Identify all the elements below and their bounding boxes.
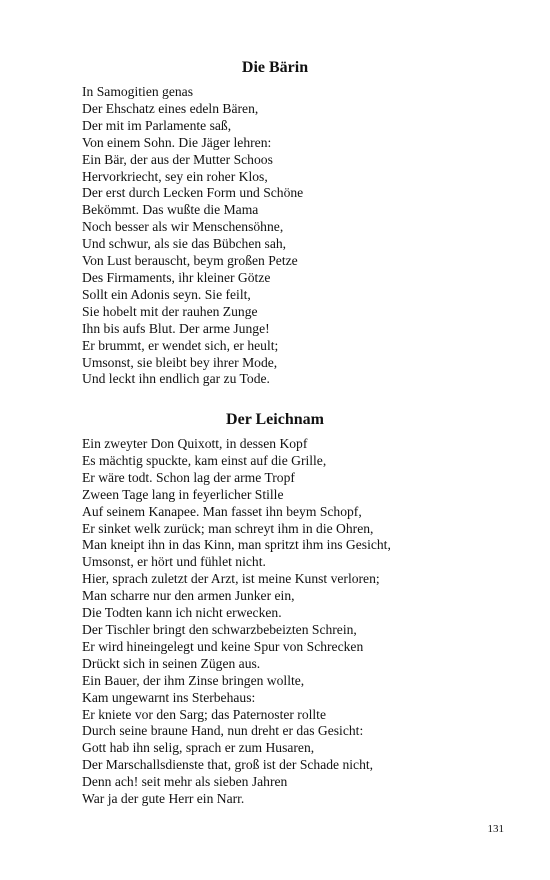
poem-line: Ein Bauer, der ihm Zinse bringen wollte, <box>82 672 305 688</box>
poem-line: Drückt sich in seinen Zügen aus. <box>82 655 261 671</box>
poem-title: Die Bärin <box>241 59 309 76</box>
poem-line: Die Todten kann ich nicht erwecken. <box>82 605 282 621</box>
poem-line: Der Marschallsdienste that, groß ist der Schade nicht, <box>82 757 374 773</box>
poem-line: Es mächtig spuckte, kam einst auf die Grille, <box>82 452 327 468</box>
poem-line: Kam ungewarnt ins Sterbehaus: <box>82 689 256 705</box>
poem-line: Ein Bär, der aus der Mutter Schoos <box>82 151 273 167</box>
poem-line: Und schwur, als sie das Bübchen sah, <box>82 236 287 252</box>
poem-line: Gott hab ihn selig, sprach er zum Husaren, <box>82 740 315 756</box>
poem-line: Von einem Sohn. Die Jäger lehren: <box>82 134 272 150</box>
poem-body <box>82 84 522 388</box>
poem-line: Sie hobelt mit der rauhen Zunge <box>82 303 258 319</box>
poem-line: Bekömmt. Das wußte die Mama <box>82 202 259 218</box>
poem-line: Auf seinem Kanapee. Man fasset ihn beym Schopf, <box>82 503 362 519</box>
poem-line: Zween Tage lang in feyerlicher Stille <box>82 486 284 502</box>
poem-line: War ja der gute Herr ein Narr. <box>82 791 245 807</box>
poem-line: Er kniete vor den Sarg; das Paternoster rollte <box>82 706 326 722</box>
poem-line: Umsonst, sie bleibt bey ihrer Mode, <box>82 354 278 370</box>
poem-line: Der Ehschatz eines edeln Bären, <box>82 100 259 116</box>
poem-line: Der mit im Parlamente saß, <box>82 117 232 133</box>
poem-line: Des Firmaments, ihr kleiner Götze <box>82 269 271 285</box>
page-number: 131 <box>487 823 504 835</box>
poem-line: Von Lust berauscht, beym großen Petze <box>82 253 298 269</box>
poem-line: Umsonst, er hört und fühlet nicht. <box>82 554 266 570</box>
poem-line: Er wäre todt. Schon lag der arme Tropf <box>82 469 295 485</box>
poem-line: Man scharre nur den armen Junker ein, <box>82 588 295 604</box>
poem-line: Hervorkriecht, sey ein roher Klos, <box>82 168 268 184</box>
poem-body <box>82 436 522 808</box>
poem-line: Man kneipt ihn in das Kinn, man spritzt ihm ins Gesicht, <box>82 537 391 553</box>
poem-line: Der erst durch Lecken Form und Schöne <box>82 185 304 201</box>
poem-line: Ihn bis aufs Blut. Der arme Junge! <box>82 320 270 336</box>
poem-line: Er brummt, er wendet sich, er heult; <box>82 337 279 353</box>
poem-line: In Samogitien genas <box>82 84 193 99</box>
poem-line: Ein zweyter Don Quixott, in dessen Kopf <box>82 436 308 451</box>
poem-line: Hier, sprach zuletzt der Arzt, ist meine Kunst verloren; <box>82 571 380 587</box>
poem-line: Sollt ein Adonis seyn. Sie feilt, <box>82 286 251 302</box>
poem-line: Noch besser als wir Menschensöhne, <box>82 219 284 235</box>
poem-title: Der Leichnam <box>226 411 324 428</box>
poem-line: Denn ach! seit mehr als sieben Jahren <box>82 774 288 790</box>
poem-line: Er sinket welk zurück; man schreyt ihm in die Ohren, <box>82 520 374 536</box>
poem-line: Und leckt ihn endlich gar zu Tode. <box>82 371 270 387</box>
poem-line: Durch seine braune Hand, nun dreht er das Gesicht: <box>82 723 364 739</box>
poem-line: Er wird hineingelegt und keine Spur von Schrecken <box>82 638 364 654</box>
poem-line: Der Tischler bringt den schwarzbebeizten Schrein, <box>82 621 357 637</box>
